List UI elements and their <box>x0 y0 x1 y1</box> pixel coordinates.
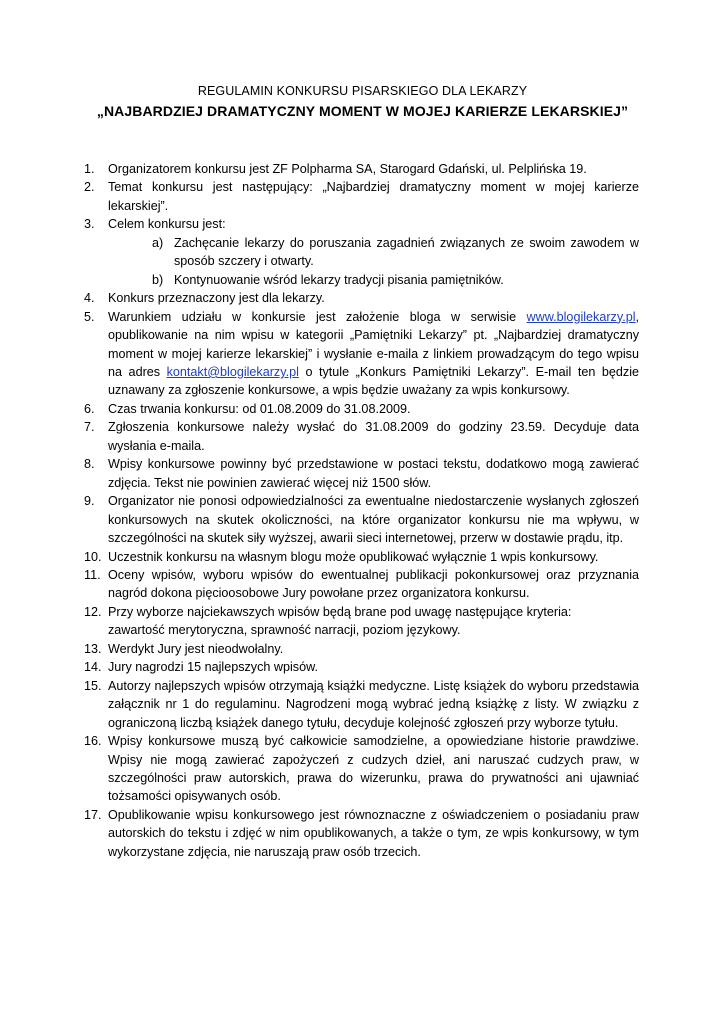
rule-text: Konkurs przeznaczony jest dla lekarzy. <box>108 291 325 306</box>
rules-list <box>84 160 639 861</box>
rule-item-15 <box>84 677 639 732</box>
rule-text: Temat konkursu jest następujący: „Najbardziej dramatyczny moment w mojej karierze lekarskiej”. <box>108 180 639 213</box>
rule-item-3 <box>84 215 639 289</box>
rule-text: Jury nagrodzi 15 najlepszych wpisów. <box>108 660 319 675</box>
blog-service-link[interactable]: www.blogilekarzy.pl <box>526 309 636 324</box>
rule-number: 7. <box>84 420 95 435</box>
rule-number: 1. <box>84 162 95 176</box>
rule-text: Werdykt Jury jest nieodwołalny. <box>108 641 284 656</box>
rule-text: Organizatorem konkursu jest ZF Polpharma SA, Starogard Gdański, ul. Pelplińska 19. <box>108 162 587 176</box>
subitem-label: a) <box>152 235 164 250</box>
document-title-line2: „NAJBARDZIEJ DRAMATYCZNY MOMENT W MOJEJ KARIERZE LEKARSKIEJ” <box>96 103 629 119</box>
rule-subitem-a <box>152 234 639 271</box>
rule-item-7 <box>84 418 639 455</box>
rule-text-part: Warunkiem udziału w konkursie jest założenie bloga w serwisie <box>108 309 527 324</box>
rule-number: 17. <box>84 807 102 822</box>
subitem-text: Kontynuowanie wśród lekarzy tradycji pisania pamiętników. <box>174 272 504 287</box>
rule-text: Oceny wpisów, wyboru wpisów do ewentualnej publikacji pokonkursowej oraz przyznania nagród dokona pięcioosobowe Jury powołane przez organizatora konkursu. <box>108 567 639 601</box>
rule-text-part: o tytule „Konkurs Pamiętniki Lekarzy”. E-mail ten będzie uznawany za zgłoszenie konkursowe, a wpis będzie uważany za wpis konkursowy. <box>108 364 639 398</box>
rule-item-16 <box>84 732 639 806</box>
subitem-label: b) <box>152 272 164 287</box>
subitem-text: Zachęcanie lekarzy do poruszania zagadnień związanych ze swoim zawodem w sposób szczery i otwarty. <box>174 235 639 269</box>
rule-item-4 <box>84 289 639 307</box>
rule-text: Celem konkursu jest: <box>108 217 226 232</box>
rule-criteria-text: zawartość merytoryczna, sprawność narracji, poziom językowy. <box>108 623 461 638</box>
rule-number: 3. <box>84 217 95 232</box>
rule-text: Zgłoszenia konkursowe należy wysłać do 31.08.2009 do godziny 23.59. Decyduje data wysłania e-maila. <box>108 420 639 453</box>
rule-item-11 <box>84 566 639 603</box>
rule-text-part: , opublikowanie na nim wpisu w kategorii „Pamiętniki Lekarzy” pt. „Najbardziej dramatyczny moment w mojej karierze lekarskiej” i wysłanie e-maila z linkiem prowadzącym do tego wpisu na adres <box>108 309 639 379</box>
rule-number: 11. <box>84 567 101 582</box>
contact-email-link[interactable]: kontakt@blogilekarzy.pl <box>166 364 299 379</box>
rule-text: Przy wyborze najciekawszych wpisów będą brane pod uwagę następujące kryteria: <box>108 604 572 619</box>
rule-text: Czas trwania konkursu: od 01.08.2009 do 31.08.2009. <box>108 401 411 416</box>
rule-text: Organizator nie ponosi odpowiedzialności za ewentualne niedostarczenie wysłanych zgłoszeń konkursowych na skutek okoliczności, na które organizator konkursu nie ma wpływu, w szczególności na skutek siły wyższej, awarii sieci internetowej, przerw w dostawie prądu, itp. <box>108 494 639 546</box>
rule-text: Uczestnik konkursu na własnym blogu może opublikować wyłącznie 1 wpis konkursowy. <box>108 549 599 564</box>
rule-number: 16. <box>84 734 102 749</box>
rule-item-13 <box>84 640 639 658</box>
rule-item-9 <box>84 492 639 547</box>
rule-item-17 <box>84 806 639 861</box>
rule-number: 6. <box>84 401 95 416</box>
rule-text: Autorzy najlepszych wpisów otrzymają książki medyczne. Listę książek do wyboru przedstawia załącznik nr 1 do regulaminu. Nagrodzeni mogą wybrać jedną książkę z listy. W związku z ograniczoną liczbą książek danego tytułu, decyduje kolejność zgłoszeń przy wyborze tytułu. <box>108 678 639 730</box>
rule-number: 15. <box>84 678 102 693</box>
rule-item-8 <box>84 455 639 492</box>
rule-item-10 <box>84 548 639 566</box>
rule-text: Opublikowanie wpisu konkursowego jest równoznaczne z oświadczeniem o posiadaniu praw autorskich do tekstu i zdjęć w nim opublikowanych, a także o tym, ze wpis konkursowy, w tym wykorzystane zdjęcia, nie naruszają praw osób trzecich. <box>108 807 639 859</box>
rule-item-12 <box>84 603 639 640</box>
rule-item-6 <box>84 400 639 418</box>
rule-text: Wpisy konkursowe muszą być całkowicie samodzielne, a opowiedziane historie prawdziwe. Wpisy nie mogą zawierać zapożyczeń z cudzych dzieł, ani naruszać cudzych praw, w szczególności praw autorskich, prawa do wizerunku, prawa do prywatności ani ujawniać tożsamości opisywanych osób. <box>108 734 639 804</box>
rule-subitem-b <box>152 271 639 289</box>
rule-number: 13. <box>84 641 102 656</box>
rule-number: 9. <box>84 494 95 509</box>
rule-number: 2. <box>84 180 95 195</box>
rule-number: 5. <box>84 309 95 324</box>
rule-number: 12. <box>84 604 102 619</box>
document-title-line1: REGULAMIN KONKURSU PISARSKIEGO DLA LEKARZY <box>197 84 528 98</box>
rule-item-2 <box>84 178 639 215</box>
rule-number: 8. <box>84 457 95 472</box>
rule-number: 14. <box>84 660 102 675</box>
rule-item-5 <box>84 308 639 400</box>
rule-item-14 <box>84 658 639 676</box>
rule-text: Wpisy konkursowe powinny być przedstawione w postaci tekstu, dodatkowo mogą zawierać zdjęcia. Tekst nie powinien zawierać więcej niż 1500 słów. <box>108 457 639 490</box>
rule-number: 4. <box>84 291 95 306</box>
rule-number: 10. <box>84 549 102 564</box>
rule-item-1 <box>84 160 639 178</box>
rule-sublist <box>108 234 639 289</box>
